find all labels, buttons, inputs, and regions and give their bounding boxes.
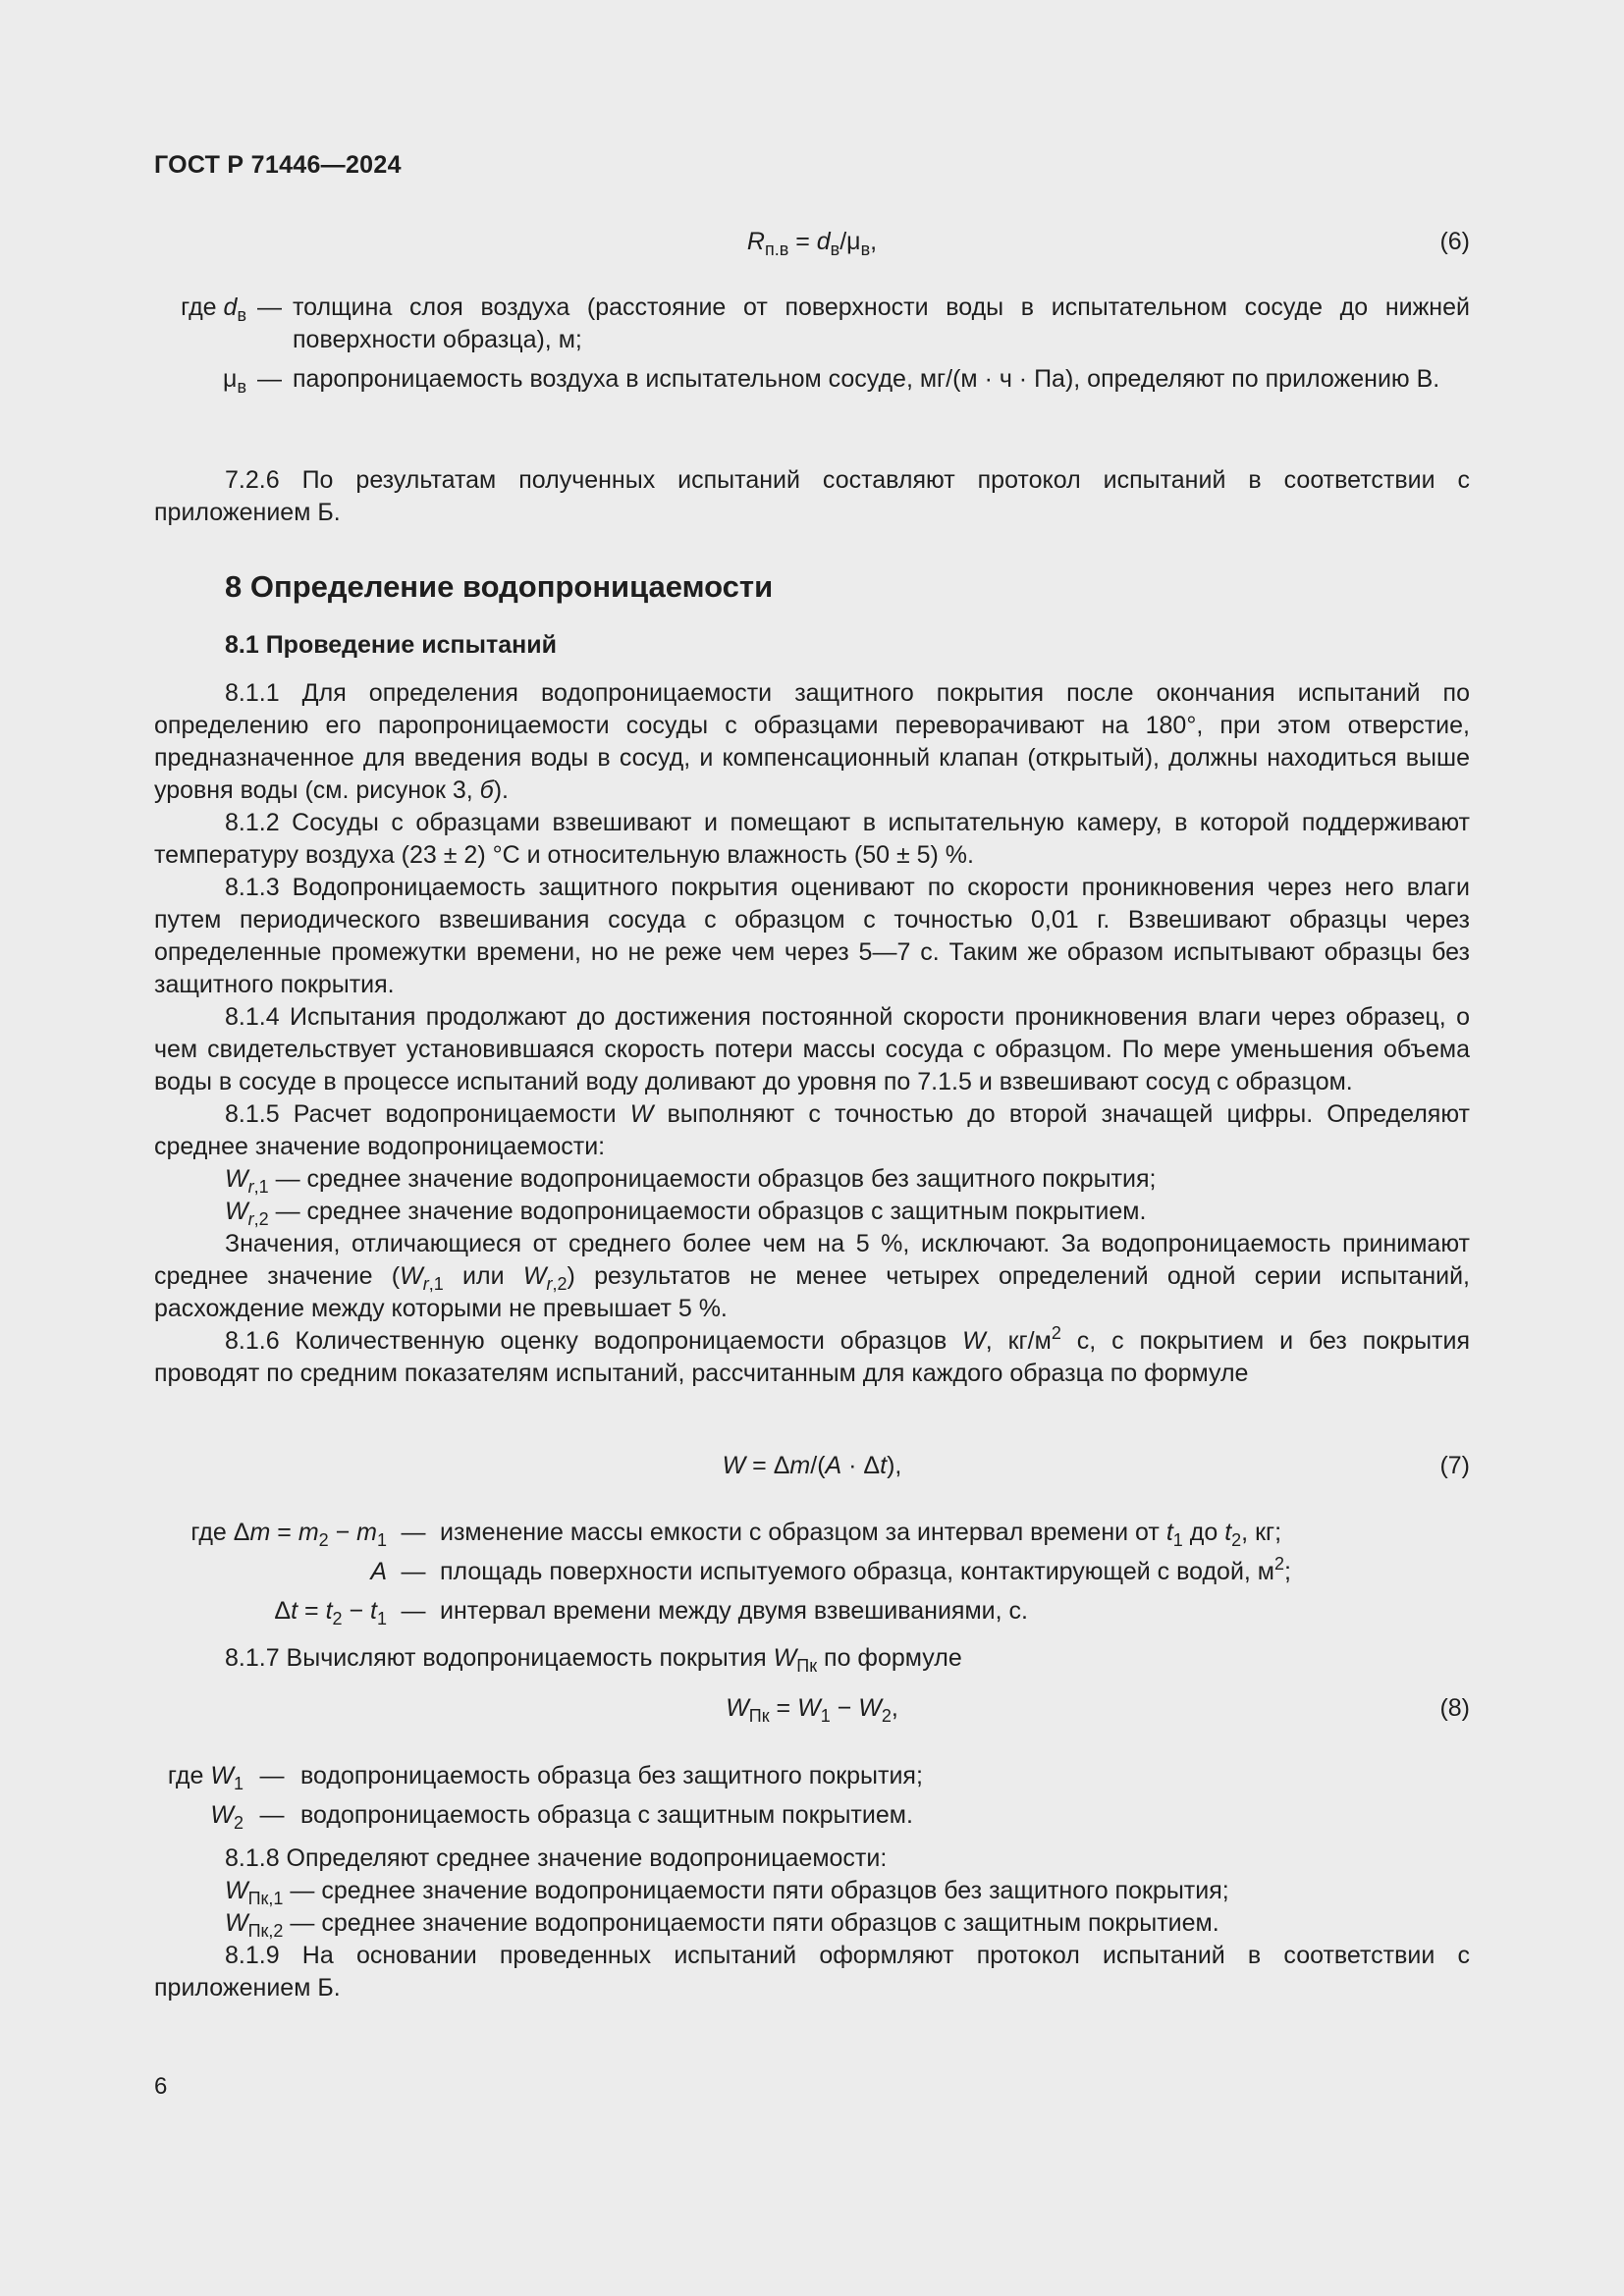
legend-term-dm: где $\Delta m = m_2 - m_1$	[190, 1519, 387, 1550]
page-number: 6	[154, 2073, 168, 2100]
legend-term-w2: $W_2$	[210, 1801, 244, 1833]
formula-8	[154, 1694, 1470, 1728]
legend-desc-w1: водопроницаемость образца без защитного покрытия;	[300, 1762, 923, 1789]
paragraph-8-1-2: 8.1.2 Сосуды с образцами взвешивают и помещают в испытательную камеру, в которой поддерживают температуру воздуха (23 ± 2) °С и относительную влажность (50 ± 5) %.	[154, 809, 1470, 869]
paragraph-8-1-3: 8.1.3 Водопроницаемость защитного покрытия оценивают по скорости проникновения через него влаги путем периодического взвешивания сосуда с образцом с точностью 0,01 г. Взвешивают образцы через определенные промежутки времени, но не реже чем через 5—7 с. Таким же образом испытывают образцы без защитного покрытия.	[154, 874, 1470, 998]
formula-7	[154, 1452, 1470, 1485]
section-8-1-title: 8.1 Проведение испытаний	[225, 631, 557, 659]
formula-6-legend: где $d_в$ — толщина слоя воздуха (расстояние от поверхности воды в испытательном сосуде до нижней поверхности образца), м; $\mu_в$ — паропроницаемость воздуха в испытательном сосуде, мг/(м · ч · Па), определяют по приложению В.	[141, 292, 1470, 396]
legend-term-w1: где $W_1$	[167, 1762, 244, 1793]
paragraph-8-1-1: 8.1.1 Для определения водопроницаемости защитного покрытия после окончания испытаний по определению его паропроницаемости сосуды с образцами переворачивают на 180°, при этом отверстие, предназначенное для введения воды в сосуд, и компенсационный клапан (открытый), должны находиться выше уровня воды (см. рисунок 3, б).	[154, 679, 1470, 804]
legend-desc-mu: паропроницаемость воздуха в испытательном сосуде, мг/(м · ч · Па), определяют по приложению В.	[293, 365, 1440, 393]
formula-6	[154, 228, 1470, 261]
legend-desc-dm: изменение массы емкости с образцом за интервал времени от $t_1$ до $t_2$, кг;	[440, 1519, 1282, 1550]
legend-term-dt: $\Delta t = t_2 - t_1$	[274, 1597, 387, 1629]
formula-7-number: (7)	[1439, 1452, 1470, 1479]
paragraph-8-1-9: 8.1.9 На основании проведенных испытаний оформляют протокол испытаний в соответствии с приложением Б.	[154, 1942, 1470, 2002]
formula-8-legend: где $W_1$ — водопроницаемость образца без защитного покрытия; $W_2$ — водопроницаемость образца с защитным покрытием.	[141, 1760, 1470, 1832]
legend-desc-w2: водопроницаемость образца с защитным покрытием.	[300, 1801, 913, 1829]
paragraph-8-1-7: 8.1.7 Вычисляют водопроницаемость покрытия $W_{Пк}$ по формуле	[225, 1644, 962, 1676]
item-wpk2: $W_{Пк,2}$ — среднее значение водопроницаемости пяти образцов с защитным покрытием.	[225, 1909, 1219, 1941]
paragraph-7-2-6: 7.2.6 По результатам полученных испытаний составляют протокол испытаний в соответствии с приложением Б.	[154, 466, 1470, 526]
section-8-title: 8 Определение водопроницаемости	[225, 569, 774, 604]
paragraphs-8-1-8-to-8-1-9	[154, 1842, 1470, 2004]
legend-term-mu: $\mu_в$	[223, 365, 246, 397]
section-8-1-body	[154, 677, 1470, 1390]
formula-6-expression: $R_{п.в} = d_в/\mu_в$,	[746, 228, 878, 259]
paragraph-8-1-6: 8.1.6 Количественную оценку водопроницаемости образцов W, $кг/м^2$ с, с покрытием и без покрытия проводят по средним показателям испытаний, рассчитанным для каждого образца по формуле	[154, 1323, 1470, 1387]
legend-term-d: где $d_в$	[181, 294, 246, 325]
item-wpk1: $W_{Пк,1}$ — среднее значение водопроницаемости пяти образцов без защитного покрытия;	[225, 1877, 1229, 1908]
formula-8-number: (8)	[1439, 1694, 1470, 1722]
paragraph-8-1-4: 8.1.4 Испытания продолжают до достижения постоянной скорости проникновения влаги через образец, о чем свидетельствует установившаяся скорость потери массы сосуда с образцом. По мере уменьшения объема воды в сосуде в процессе испытаний воду доливают до уровня по 7.1.5 и взвешивают сосуд с образцом.	[154, 1003, 1470, 1095]
paragraph-8-1-5: 8.1.5 Расчет водопроницаемости W выполняют с точностью до второй значащей цифры. Определяют среднее значение водопроницаемости:	[154, 1100, 1470, 1160]
legend-desc-d: толщина слоя воздуха (расстояние от поверхности воды в испытательном сосуде до нижней поверхности образца), м;	[293, 294, 1470, 353]
formula-7-expression: W = Δm/(A · Δt),	[722, 1452, 902, 1479]
formula-8-expression: $W_{Пк} = W_1 - W_2$,	[726, 1694, 898, 1726]
legend-desc-dt: интервал времени между двумя взвешиваниями, с.	[440, 1597, 1028, 1625]
document-header: ГОСТ Р 71446—2024	[154, 151, 402, 179]
paragraph-8-1-8: 8.1.8 Определяют среднее значение водопроницаемости:	[225, 1844, 888, 1872]
item-wr1: $W_{r,1}$ — среднее значение водопроницаемости образцов без защитного покрытия;	[225, 1165, 1157, 1197]
legend-desc-a: площадь поверхности испытуемого образца, контактирующей с водой, $м^2$;	[440, 1554, 1291, 1585]
legend-term-a: A	[370, 1558, 387, 1585]
paragraph-8-1-5-note: Значения, отличающиеся от среднего более чем на 5 %, исключают. За водопроницаемость принимают среднее значение ($W_{r,1}$ или $W_{r,2}$) результатов не менее четырех определений одной серии испытаний, расхождение между которыми не превышает 5 %.	[154, 1230, 1471, 1322]
formula-6-number: (6)	[1439, 228, 1470, 255]
formula-7-legend: где $\Delta m = m_2 - m_1$ — изменение массы емкости с образцом за интервал времени от $t_1$ до $t_2$, кг; A — площадь поверхности испытуемого образца, контактирующей с водой, $м^2$; $\Delta t = t_2 - t_1$ — интервал времени между двумя взвешиваниями, с.	[141, 1517, 1470, 1628]
item-wr2: $W_{r,2}$ — среднее значение водопроницаемости образцов с защитным покрытием.	[225, 1198, 1147, 1229]
